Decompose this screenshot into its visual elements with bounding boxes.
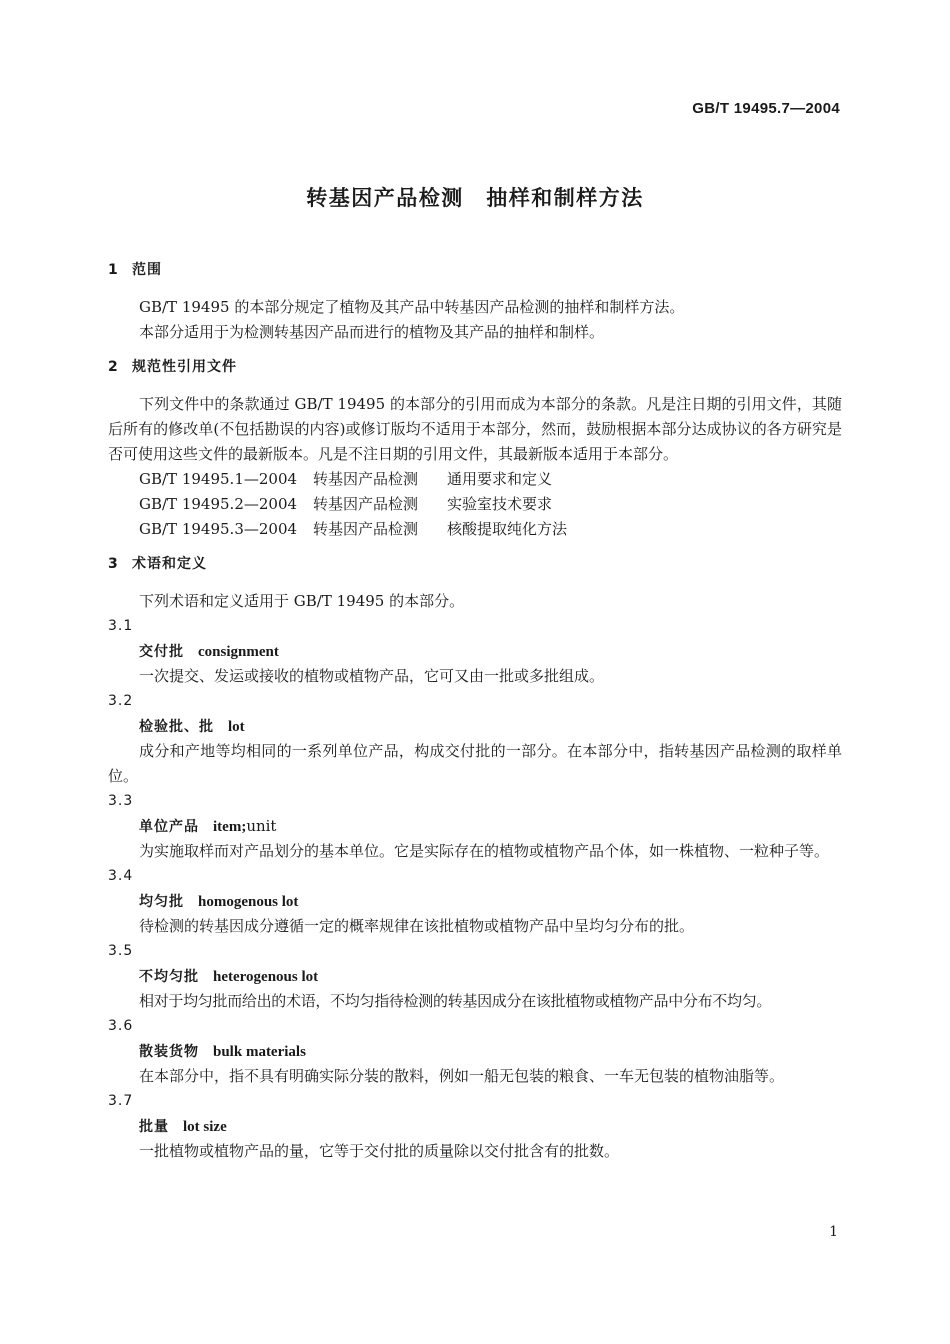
term-definition: 一批植物或植物产品的量，它等于交付批的质量除以交付批含有的批数。 (139, 1142, 620, 1160)
reference-subtitle: 通用要求和定义 (447, 470, 553, 488)
term-english: homogenous lot (198, 894, 299, 910)
term-chinese: 单位产品 (139, 819, 199, 835)
reference-title: 转基因产品检测 (313, 495, 419, 513)
term-definition: 待检测的转基因成分遵循一定的概率规律在该批植物或植物产品中呈均匀分布的批。 (139, 917, 695, 935)
section-title: 范围 (132, 262, 162, 278)
reference-title: 转基因产品检测 (313, 470, 419, 488)
term-english: lot (228, 719, 245, 735)
reference-item (108, 467, 842, 492)
term-chinese: 交付批 (139, 644, 184, 660)
term-number: 3.3 (108, 793, 134, 809)
term-chinese: 散装货物 (139, 1044, 199, 1060)
reference-title: 转基因产品检测 (313, 520, 419, 538)
term-chinese: 批量 (139, 1119, 169, 1135)
section-number: 2 (108, 359, 119, 375)
section-title: 规范性引用文件 (132, 359, 237, 375)
term-chinese: 检验批、批 (139, 719, 214, 735)
term-definition: 在本部分中，指不具有明确实际分装的散料，例如一船无包装的粮食、一车无包装的植物油脂等。 (139, 1067, 785, 1085)
term-number: 3.6 (108, 1018, 134, 1034)
term-name (108, 814, 842, 839)
reference-subtitle: 核酸提取纯化方法 (447, 520, 568, 538)
term-name (108, 639, 842, 664)
reference-code: GB/T 19495.3—2004 (139, 520, 298, 538)
term-definition: 成分和产地等均相同的一系列单位产品，构成交付批的一部分。在本部分中，指转基因产品检测的取样单位。 (108, 742, 842, 785)
term-english: bulk materials (213, 1044, 306, 1060)
term-chinese: 不均匀批 (139, 969, 199, 985)
term-name (108, 1039, 842, 1064)
term-english: heterogenous lot (213, 969, 319, 985)
term-definition: 相对于均匀批而给出的术语，不均匀指待检测的转基因成分在该批植物或植物产品中分布不均匀。 (139, 992, 772, 1010)
paragraph: 下列术语和定义适用于 GB/T 19495 的本部分。 (139, 592, 465, 610)
term-english: lot size (183, 1119, 227, 1135)
section-heading-normative-references (108, 355, 842, 380)
paragraph: GB/T 19495 的本部分规定了植物及其产品中转基因产品检测的抽样和制样方法。 (139, 298, 685, 316)
term-english-alternate: unit (246, 817, 277, 835)
term-number: 3.2 (108, 693, 134, 709)
term-name (108, 714, 842, 739)
term-number: 3.4 (108, 868, 134, 884)
document-title: 转基因产品检测 抽样和制样方法 (306, 186, 644, 210)
term-chinese: 均匀批 (139, 894, 184, 910)
section-heading-scope (108, 258, 842, 283)
term-number: 3.1 (108, 618, 134, 634)
paragraph: 下列文件中的条款通过 GB/T 19495 的本部分的引用而成为本部分的条款。凡是注日期的引用文件，其随后所有的修改单(不包括勘误的内容)或修订版均不适用于本部分，然而，鼓励根据本部分达成协议的各方研究是否可使用这些文件的最新版本。凡是不注日期的引用文件，其最新版本适用于本部分。 (108, 395, 842, 463)
standard-code: GB/T 19495.7—2004 (692, 100, 840, 117)
paragraph: 本部分适用于为检测转基因产品而进行的植物及其产品的抽样和制样。 (139, 323, 605, 341)
term-number: 3.5 (108, 943, 134, 959)
section-title: 术语和定义 (132, 556, 207, 572)
section-number: 3 (108, 556, 119, 572)
reference-item (108, 517, 842, 542)
page-number: 1 (829, 1224, 838, 1240)
document-body (108, 258, 842, 1164)
term-definition: 一次提交、发运或接收的植物或植物产品，它可又由一批或多批组成。 (139, 667, 605, 685)
term-english: item; (213, 819, 247, 835)
term-number: 3.7 (108, 1093, 134, 1109)
reference-code: GB/T 19495.1—2004 (139, 470, 298, 488)
term-name (108, 964, 842, 989)
reference-code: GB/T 19495.2—2004 (139, 495, 298, 513)
term-english: consignment (198, 644, 279, 660)
term-definition: 为实施取样而对产品划分的基本单位。它是实际存在的植物或植物产品个体，如一株植物、一粒种子等。 (139, 842, 830, 860)
reference-item (108, 492, 842, 517)
section-heading-terms-definitions (108, 552, 842, 577)
section-number: 1 (108, 262, 119, 278)
term-name (108, 889, 842, 914)
term-name (108, 1114, 842, 1139)
reference-subtitle: 实验室技术要求 (447, 495, 553, 513)
